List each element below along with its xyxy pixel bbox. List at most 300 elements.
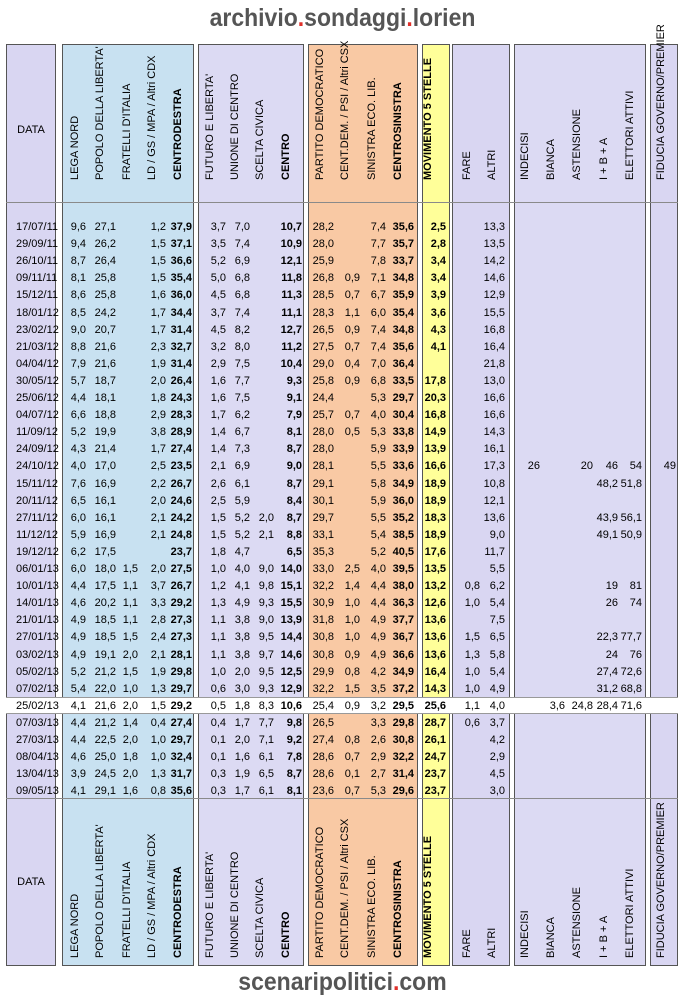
column-footer-altri: ALTRI [486,927,498,958]
cell-futuro-e-liberta: 4,5 [210,289,226,301]
cell-partito-democratico: 25,8 [312,375,334,387]
column-header-scelta-civica: SCELTA CIVICA [254,99,266,180]
cell-unione-di-centro: 7,4 [234,307,250,319]
cell-partito-democratico: 29,7 [312,512,334,524]
header-rule [6,202,678,203]
cell-elettori-attivi: 51,8 [620,478,642,490]
cell-centrosinistra: 39,5 [392,563,414,575]
cell-unione-di-centro: 7,7 [234,375,250,387]
cell-unione-di-centro: 7,3 [234,443,250,455]
cell-altri: 16,1 [483,443,505,455]
cell-ld-gs-mpa-altri-cdx: 2,2 [150,478,166,490]
footer-part-com: com [399,968,447,996]
table-row [6,287,678,304]
cell-sinistra-eco-lib: 5,2 [370,546,386,558]
cell-partito-democratico: 28,0 [312,426,334,438]
cell-centro: 12,5 [280,666,302,678]
cell-ld-gs-mpa-altri-cdx: 1,7 [150,307,166,319]
cell-futuro-e-liberta: 3,5 [210,238,226,250]
cell-cent-dem-psi-altri-csx: 0,7 [344,341,360,353]
cell-lega-nord: 9,6 [70,221,86,233]
row-date: 19/12/12 [16,546,59,558]
cell-centro: 8,1 [286,426,302,438]
table-row [6,390,678,407]
row-date: 07/02/13 [16,683,59,695]
cell-popolo-della-liberta: 21,4 [94,443,116,455]
cell-sinistra-eco-lib: 7,1 [370,272,386,284]
cell-lega-nord: 5,2 [70,666,86,678]
cell-popolo-della-liberta: 27,1 [94,221,116,233]
table-row [6,356,678,373]
cell-altri: 13,0 [483,375,505,387]
cell-centrosinistra: 35,6 [392,341,414,353]
cell-centrodestra: 29,8 [170,666,192,678]
page-title [27,4,657,33]
cell-popolo-della-liberta: 26,2 [94,238,116,250]
row-date: 24/10/12 [16,460,59,472]
cell-sinistra-eco-lib: 4,2 [370,666,386,678]
column-header-popolo-della-liberta: POPOLO DELLA LIBERTA' [94,46,106,180]
cell-cent-dem-psi-altri-csx: 0,7 [344,289,360,301]
cell-lega-nord: 4,4 [70,734,86,746]
cell-fare: 1,3 [464,649,480,661]
cell-ld-gs-mpa-altri-cdx: 1,9 [150,358,166,370]
cell-centrosinistra: 35,7 [392,238,414,250]
row-date: 25/02/13 [16,700,59,712]
cell-ld-gs-mpa-altri-cdx: 1,0 [150,734,166,746]
cell-centro: 10,9 [280,238,302,250]
cell-movimento-5-stelle: 13,5 [424,563,446,575]
cell-centrosinistra: 30,4 [392,409,414,421]
cell-popolo-della-liberta: 25,0 [94,751,116,763]
cell-sinistra-eco-lib: 6,8 [370,375,386,387]
cell-popolo-della-liberta: 26,4 [94,255,116,267]
cell-centro: 15,5 [280,597,302,609]
cell-centrodestra: 26,7 [170,478,192,490]
cell-fare: 1,0 [464,666,480,678]
cell-centro: 11,1 [281,307,302,319]
row-date: 27/11/12 [16,512,59,524]
cell-altri: 5,4 [489,666,505,678]
cell-fare: 0,8 [464,580,480,592]
cell-astensione: 24,8 [571,700,593,712]
title-dot: . [406,4,413,32]
cell-altri: 3,7 [489,717,505,729]
column-footer-centrosinistra: CENTROSINISTRA [392,860,404,958]
cell-altri: 6,5 [489,631,505,643]
cell-cent-dem-psi-altri-csx: 1,4 [344,580,360,592]
cell-futuro-e-liberta: 0,3 [210,785,226,797]
cell-cent-dem-psi-altri-csx: 0,7 [344,409,360,421]
table-row [6,305,678,322]
cell-altri: 4,0 [489,700,505,712]
cell-altri: 3,0 [489,785,505,797]
cell-cent-dem-psi-altri-csx: 0,9 [344,375,360,387]
cell-i-b-a: 31,2 [596,683,618,695]
cell-ld-gs-mpa-altri-cdx: 2,0 [150,563,166,575]
cell-scelta-civica: 9,3 [258,597,274,609]
column-footer-centrodestra: CENTRODESTRA [172,866,184,958]
cell-centro: 9,2 [286,734,302,746]
cell-centrosinistra: 35,2 [392,512,414,524]
cell-centrosinistra: 36,6 [392,649,414,661]
cell-i-b-a: 28,4 [596,700,618,712]
cell-futuro-e-liberta: 0,3 [210,768,226,780]
cell-centrosinistra: 31,4 [392,768,414,780]
cell-movimento-5-stelle: 16,8 [424,409,446,421]
cell-movimento-5-stelle: 23,7 [424,785,446,797]
row-date: 30/05/12 [16,375,59,387]
cell-popolo-della-liberta: 17,0 [94,460,116,472]
cell-centrosinistra: 29,7 [392,392,414,404]
cell-fratelli-d-italia: 1,5 [122,666,138,678]
cell-popolo-della-liberta: 18,0 [94,563,116,575]
table-row [6,493,678,510]
cell-popolo-della-liberta: 20,7 [94,324,116,336]
table-row [6,783,678,800]
row-date: 14/01/13 [16,597,59,609]
cell-centrosinistra: 34,9 [392,478,414,490]
cell-altri: 14,3 [483,426,505,438]
cell-unione-di-centro: 6,1 [234,478,250,490]
cell-movimento-5-stelle: 18,9 [424,495,446,507]
cell-sinistra-eco-lib: 4,4 [370,597,386,609]
table-row [6,544,678,561]
cell-partito-democratico: 27,4 [312,734,334,746]
cell-movimento-5-stelle: 3,9 [430,289,446,301]
cell-centrodestra: 27,3 [170,631,192,643]
table-row [6,236,678,253]
cell-elettori-attivi: 81 [629,580,642,592]
cell-altri: 9,0 [489,529,505,541]
cell-centrodestra: 29,7 [170,734,192,746]
table-row [6,681,678,698]
cell-ld-gs-mpa-altri-cdx: 1,7 [150,324,166,336]
cell-sinistra-eco-lib: 7,8 [370,255,386,267]
column-header-elettori-attivi: ELETTORI ATTIVI [624,90,636,180]
cell-unione-di-centro: 6,7 [234,426,250,438]
cell-elettori-attivi: 50,9 [620,529,642,541]
column-footer-cent-dem-psi-altri-csx: CENT.DEM. / PSI / Altri CSX [339,818,351,958]
cell-fratelli-d-italia: 1,1 [122,580,138,592]
cell-centrodestra: 28,9 [170,426,192,438]
cell-popolo-della-liberta: 17,5 [94,580,116,592]
table-row [6,373,678,390]
cell-movimento-5-stelle: 26,1 [424,734,446,746]
cell-sinistra-eco-lib: 5,8 [370,478,386,490]
cell-centrodestra: 34,4 [170,307,192,319]
cell-lega-nord: 4,6 [70,751,86,763]
column-footer-i-b-a: I + B + A [598,915,610,958]
cell-centrosinistra: 30,8 [392,734,414,746]
cell-lega-nord: 4,6 [70,597,86,609]
row-date: 21/03/12 [16,341,59,353]
column-header-fratelli-d-italia: FRATELLI D'ITALIA [121,83,133,180]
cell-popolo-della-liberta: 16,9 [94,478,116,490]
cell-centrosinistra: 36,4 [392,358,414,370]
cell-centrodestra: 37,1 [170,238,192,250]
cell-sinistra-eco-lib: 3,3 [370,717,386,729]
cell-ld-gs-mpa-altri-cdx: 2,5 [150,460,166,472]
cell-futuro-e-liberta: 1,4 [210,443,226,455]
table-row [6,322,678,339]
cell-centrodestra: 23,7 [170,546,192,558]
table-row [6,510,678,527]
cell-unione-di-centro: 6,2 [234,409,250,421]
cell-centro: 12,9 [280,683,302,695]
cell-centrosinistra: 29,5 [392,700,414,712]
table-row [6,612,678,629]
cell-centrosinistra: 37,2 [392,683,414,695]
table-row [6,527,678,544]
cell-centrosinistra: 36,0 [392,495,414,507]
cell-partito-democratico: 35,3 [312,546,334,558]
cell-partito-democratico: 29,9 [312,666,334,678]
cell-futuro-e-liberta: 4,5 [210,324,226,336]
cell-partito-democratico: 30,1 [312,495,334,507]
cell-lega-nord: 9,4 [70,238,86,250]
cell-ld-gs-mpa-altri-cdx: 0,8 [150,785,166,797]
cell-unione-di-centro: 1,9 [234,768,250,780]
column-header-unione-di-centro: UNIONE DI CENTRO [229,73,241,180]
cell-movimento-5-stelle: 18,9 [424,529,446,541]
table-row [6,458,678,475]
cell-elettori-attivi: 54 [629,460,642,472]
cell-ld-gs-mpa-altri-cdx: 3,7 [150,580,166,592]
column-header-data: DATA [17,124,45,136]
cell-popolo-della-liberta: 21,6 [94,700,116,712]
column-footer-bianca: BIANCA [545,917,557,958]
cell-cent-dem-psi-altri-csx: 0,4 [344,358,360,370]
column-header-astensione: ASTENSIONE [571,109,583,180]
cell-centrosinistra: 33,8 [392,426,414,438]
cell-popolo-della-liberta: 24,5 [94,768,116,780]
cell-sinistra-eco-lib: 4,9 [370,649,386,661]
cell-centro: 11,2 [281,341,302,353]
cell-centrodestra: 29,7 [170,683,192,695]
cell-cent-dem-psi-altri-csx: 0,9 [344,272,360,284]
cell-cent-dem-psi-altri-csx: 2,5 [344,563,360,575]
cell-fare: 1,1 [464,700,480,712]
cell-centro: 8,7 [286,512,302,524]
cell-sinistra-eco-lib: 4,9 [370,614,386,626]
cell-i-b-a: 46 [605,460,618,472]
cell-indecisi: 26 [527,460,540,472]
column-footer-popolo-della-liberta: POPOLO DELLA LIBERTA' [94,824,106,958]
cell-centrodestra: 32,4 [170,751,192,763]
cell-ld-gs-mpa-altri-cdx: 1,3 [150,683,166,695]
cell-futuro-e-liberta: 1,8 [210,546,226,558]
row-date: 03/02/13 [16,649,59,661]
cell-futuro-e-liberta: 2,1 [210,460,226,472]
cell-sinistra-eco-lib: 4,4 [370,580,386,592]
cell-partito-democratico: 31,8 [312,614,334,626]
cell-centrodestra: 24,3 [170,392,192,404]
cell-centro: 11,8 [281,272,302,284]
cell-sinistra-eco-lib: 6,0 [370,307,386,319]
cell-movimento-5-stelle: 2,8 [430,238,446,250]
cell-centro: 7,8 [286,751,302,763]
cell-sinistra-eco-lib: 7,0 [370,358,386,370]
cell-partito-democratico: 24,4 [312,392,334,404]
cell-movimento-5-stelle: 3,4 [430,272,446,284]
cell-centro: 10,4 [280,358,302,370]
cell-cent-dem-psi-altri-csx: 0,9 [344,700,360,712]
cell-futuro-e-liberta: 0,5 [210,700,226,712]
column-header-centrodestra: CENTRODESTRA [172,88,184,180]
cell-unione-di-centro: 4,1 [234,580,250,592]
cell-sinistra-eco-lib: 5,5 [370,460,386,472]
cell-altri: 7,5 [489,614,505,626]
cell-scelta-civica: 2,1 [258,529,274,541]
cell-altri: 4,5 [489,768,505,780]
cell-ld-gs-mpa-altri-cdx: 1,8 [150,392,166,404]
cell-i-b-a: 49,1 [596,529,618,541]
cell-altri: 13,6 [483,512,505,524]
row-date: 17/07/11 [16,221,59,233]
cell-altri: 13,5 [483,238,505,250]
cell-centrodestra: 26,7 [170,580,192,592]
table-row [6,595,678,612]
cell-movimento-5-stelle: 3,4 [430,255,446,267]
cell-centrodestra: 31,4 [170,324,192,336]
cell-centrosinistra: 36,3 [392,597,414,609]
cell-partito-democratico: 29,0 [312,358,334,370]
cell-fratelli-d-italia: 1,1 [122,597,138,609]
cell-centrodestra: 23,5 [170,460,192,472]
title-part-lorien: lorien [412,4,476,32]
cell-cent-dem-psi-altri-csx: 1,5 [344,683,360,695]
cell-centrodestra: 24,6 [170,495,192,507]
table-row [6,766,678,783]
cell-popolo-della-liberta: 20,2 [94,597,116,609]
table-row [6,441,678,458]
cell-centrodestra: 27,3 [170,614,192,626]
cell-ld-gs-mpa-altri-cdx: 1,9 [150,666,166,678]
cell-i-b-a: 48,2 [596,478,618,490]
cell-lega-nord: 6,5 [70,495,86,507]
cell-movimento-5-stelle: 17,6 [424,546,446,558]
cell-unione-di-centro: 8,0 [234,341,250,353]
cell-centro: 14,4 [280,631,302,643]
row-date: 11/09/12 [16,426,59,438]
cell-altri: 13,3 [483,221,505,233]
cell-scelta-civica: 9,0 [258,614,274,626]
row-date: 13/04/13 [16,768,59,780]
cell-elettori-attivi: 56,1 [620,512,642,524]
cell-scelta-civica: 9,5 [258,631,274,643]
cell-movimento-5-stelle: 13,6 [424,631,446,643]
cell-altri: 4,9 [489,683,505,695]
cell-unione-di-centro: 6,9 [234,460,250,472]
cell-unione-di-centro: 7,5 [234,392,250,404]
cell-elettori-attivi: 71,6 [620,700,642,712]
cell-unione-di-centro: 1,7 [234,717,250,729]
cell-cent-dem-psi-altri-csx: 0,9 [344,324,360,336]
cell-partito-democratico: 28,6 [312,751,334,763]
cell-futuro-e-liberta: 1,1 [210,649,226,661]
row-date: 27/03/13 [16,734,59,746]
cell-lega-nord: 7,6 [70,478,86,490]
cell-cent-dem-psi-altri-csx: 0,8 [344,666,360,678]
cell-elettori-attivi: 76 [629,649,642,661]
cell-lega-nord: 4,9 [70,649,86,661]
cell-fiducia-governo-premier: 49 [663,460,676,472]
cell-altri: 16,6 [483,392,505,404]
cell-futuro-e-liberta: 1,5 [210,529,226,541]
cell-centrodestra: 36,6 [170,255,192,267]
table-row [6,407,678,424]
cell-futuro-e-liberta: 2,9 [210,358,226,370]
cell-ld-gs-mpa-altri-cdx: 2,3 [150,341,166,353]
cell-partito-democratico: 32,2 [312,683,334,695]
cell-partito-democratico: 25,7 [312,409,334,421]
cell-movimento-5-stelle: 20,3 [424,392,446,404]
cell-sinistra-eco-lib: 5,9 [370,443,386,455]
cell-movimento-5-stelle: 18,9 [424,478,446,490]
cell-centro: 8,7 [286,478,302,490]
cell-unione-di-centro: 6,9 [234,255,250,267]
cell-centro: 7,9 [286,409,302,421]
cell-partito-democratico: 25,9 [312,255,334,267]
cell-altri: 5,4 [489,597,505,609]
cell-sinistra-eco-lib: 5,4 [370,529,386,541]
cell-lega-nord: 3,9 [70,768,86,780]
footer-part-scenaripolitici: scenaripolitici [238,968,393,996]
cell-centro: 8,8 [286,529,302,541]
table-row [6,339,678,356]
cell-partito-democratico: 28,5 [312,289,334,301]
cell-altri: 6,2 [489,580,505,592]
cell-i-b-a: 22,3 [596,631,618,643]
cell-centro: 9,1 [286,392,302,404]
cell-lega-nord: 8,5 [70,307,86,319]
cell-cent-dem-psi-altri-csx: 1,0 [344,631,360,643]
cell-lega-nord: 4,4 [70,580,86,592]
cell-partito-democratico: 27,5 [312,341,334,353]
cell-scelta-civica: 6,5 [258,768,274,780]
cell-unione-di-centro: 3,8 [234,649,250,661]
cell-centrosinistra: 36,7 [392,631,414,643]
cell-centrodestra: 35,6 [170,785,192,797]
column-header-i-b-a: I + B + A [598,137,610,180]
cell-unione-di-centro: 4,9 [234,597,250,609]
row-date: 06/01/13 [16,563,59,575]
cell-centrosinistra: 33,6 [392,460,414,472]
cell-popolo-della-liberta: 29,1 [94,785,116,797]
cell-scelta-civica: 7,7 [258,717,274,729]
cell-lega-nord: 5,2 [70,426,86,438]
table-row [6,219,678,236]
cell-unione-di-centro: 5,2 [234,512,250,524]
cell-i-b-a: 24 [605,649,618,661]
cell-sinistra-eco-lib: 5,5 [370,512,386,524]
cell-popolo-della-liberta: 16,1 [94,512,116,524]
cell-lega-nord: 8,6 [70,289,86,301]
cell-lega-nord: 4,0 [70,460,86,472]
cell-centrosinistra: 32,2 [392,751,414,763]
column-header-centro: CENTRO [280,133,292,180]
cell-fare: 1,0 [464,597,480,609]
cell-futuro-e-liberta: 1,6 [210,375,226,387]
cell-sinistra-eco-lib: 3,5 [370,683,386,695]
cell-lega-nord: 4,1 [70,785,86,797]
cell-sinistra-eco-lib: 2,7 [370,768,386,780]
cell-altri: 10,8 [483,478,505,490]
cell-futuro-e-liberta: 1,4 [210,426,226,438]
cell-popolo-della-liberta: 25,8 [94,289,116,301]
cell-centrosinistra: 34,9 [392,666,414,678]
